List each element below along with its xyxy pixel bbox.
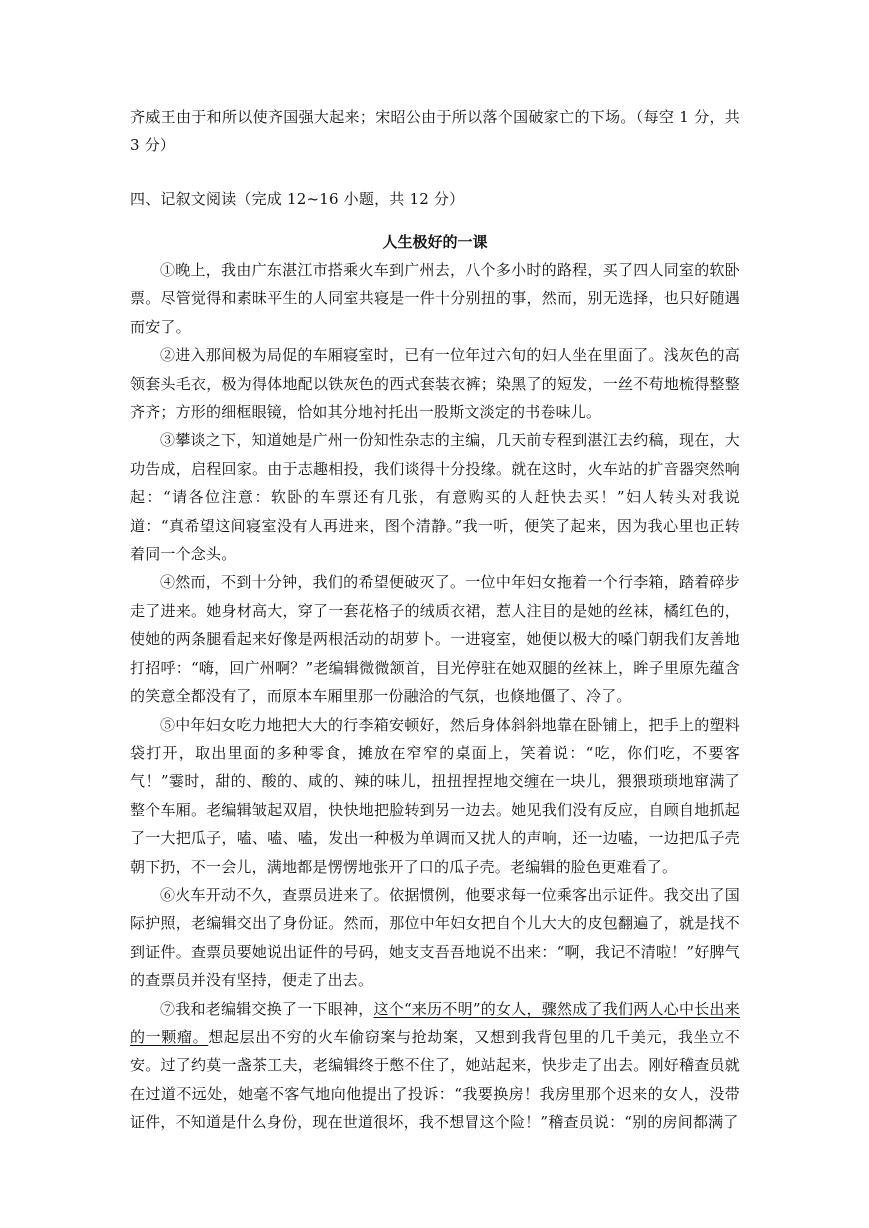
paragraph-2: ②进入那间极为局促的车厢寝室时，已有一位年过六旬的妇人坐在里面了。浅灰色的高领套头毛衣，极为得体地配以铁灰色的西式套装衣裤；染黑了的短发，一丝不苟地梳得整整齐齐；方形的细框眼镜，恰如其分地衬托出一股斯文淡定的书卷味儿。 xyxy=(130,346,740,422)
question-tail xyxy=(130,103,740,160)
paragraph-7-rest: 想起层出不穷的火车偷窃案与抢劫案，又想到我背包里的几千美元，我坐立不安。过了约莫一盏茶工夫，老编辑终于憋不住了，她站起来，快步走了出去。刚好稽查员就在过道不远处，她毫不客气地向他提出了投诉：“我要换房！我房里那个迟来的女人，没带证件，不知道是什么身份，现在世道很坏，我不想冒这个险！”稽查员说：“别的房间都满了 xyxy=(130,1027,740,1132)
article-body xyxy=(130,256,740,1137)
paragraph-1: ①晚上，我由广东湛江市搭乘火车到广州去，八个多小时的路程，买了四人同室的软卧票。尽管觉得和素昧平生的人同室共寝是一件十分别扭的事，然而，别无选择，也只好随遇而安了。 xyxy=(130,261,740,336)
paragraph-3: ③攀谈之下，知道她是广州一份知性杂志的主编，几天前专程到湛江去约稿，现在，大功告成，启程回家。由于志趣相投，我们谈得十分投缘。就在这时，火车站的扩音器突然响起：“请各位注意：软卧的车票还有几张，有意购买的人赶快去买！”妇人转头对我说道：“真希望这间寝室没有人再进来，图个清静。”我一听，便笑了起来，因为我心里也正转着同一个念头。 xyxy=(130,431,740,564)
article-title: 人生极好的一课 xyxy=(382,233,488,251)
paragraph-7 xyxy=(130,995,740,1137)
section-heading-text: 四、记叙文阅读（完成 12~16 小题，共 12 分） xyxy=(130,190,465,208)
paragraph-4: ④然而，不到十分钟，我们的希望便破灭了。一位中年妇女拖着一个行李箱，踏着碎步走了进来。她身材高大，穿了一套花格子的绒质衣裙，惹人注目的是她的丝袜，橘红色的，使她的两条腿看起来好像是两根活动的胡萝卜。一进寝室，她便以极大的嗓门朝我们友善地打招呼：“嗨，回广州啊？”老编辑微微颔首，目光停驻在她双腿的丝袜上，眸子里原先蕴含的笑意全都没有了，而原本车厢里那一份融洽的气氛，也倏地僵了、冷了。 xyxy=(130,573,740,706)
section-heading xyxy=(130,185,740,213)
question-tail-text: 齐威王由于和所以使齐国强大起来；宋昭公由于所以落个国破家亡的下场。（每空 1 分，共 3 分） xyxy=(130,108,740,155)
paragraph-5: ⑤中年妇女吃力地把大大的行李箱安顿好，然后身体斜斜地靠在卧铺上，把手上的塑料袋打开，取出里面的多种零食，摊放在窄窄的桌面上，笑着说：“吃，你们吃，不要客气！”霎时，甜的、酸的、咸的、辣的味儿，扭扭捏捏地交缠在一块儿，猥猥琐琐地窜满了整个车厢。老编辑皱起双眉，快快地把脸转到另一边去。她见我们没有反应，自顾自地抓起了一大把瓜子，嗑、嗑、嗑，发出一种极为单调而又扰人的声响，还一边嗑，一边把瓜子壳朝下扔，不一会儿，满地都是愣愣地张开了口的瓜子壳。老编辑的脸色更难看了。 xyxy=(130,715,740,876)
paragraph-6: ⑥火车开动不久，查票员进来了。依据惯例，他要求每一位乘客出示证件。我交出了国际护照，老编辑交出了身份证。然而，那位中年妇女把自个儿大大的皮包翻遍了，就是找不到证件。查票员要她说出证件的号码，她支支吾吾地说不出来：“啊，我记不清啦！”好脾气的查票员并没有坚持，便走了出去。 xyxy=(130,885,740,990)
underlined-sentence: 这个“来历不明”的女人，骤然成了我们两人心中长出来的一颗瘤。 xyxy=(130,999,740,1046)
paragraph-7-start: ⑦我和老编辑交换了一下眼神， xyxy=(160,999,374,1018)
